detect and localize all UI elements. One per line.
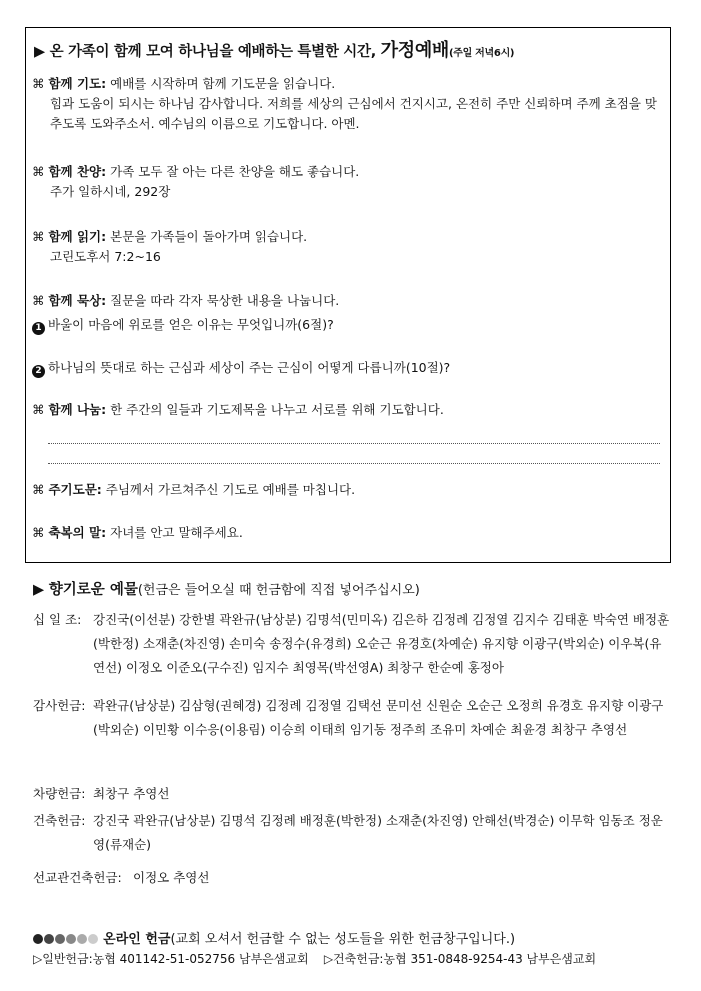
dotted-line [48,443,660,444]
thanks-row: 감사헌금: 곽완규(남상분) 김삼형(권혜경) 김정례 김정열 김택선 문미선 신원순 오순근 오정희 유경호 유지향 이광구(박외순) 이민황 이수응(이용림) 이승희 이태희 임기동 정주희 조유미 차예순 최윤경 최창구 추영선 [33,694,673,742]
dot-icon [55,934,65,944]
building-names: 강진국 곽완규(남상분) 김명석 김정례 배정훈(박한정) 소재춘(차진영) 안해선(박경순) 이무학 임동조 정운영(류재순) [93,813,663,852]
command-icon: ⌘ [32,229,45,244]
worship-header [34,36,514,62]
command-icon: ⌘ [32,482,45,497]
section-praise: ⌘ 함께 찬양: 가족 모두 잘 아는 다른 찬양을 해도 좋습니다. 주가 일하시네, 292장 [32,162,662,202]
command-icon: ⌘ [32,164,45,179]
prayer-text: 힘과 도움이 되시는 하나님 감사합니다. 저희를 세상의 근심에서 건지시고, 온전히 주만 신뢰하며 주께 초점을 맞추도록 도와주소서. 예수님의 이름으로 기도합니다. 아멘. [50,96,657,131]
command-icon: ⌘ [32,525,45,540]
family-worship-box [25,27,671,563]
section-blessing: ⌘ 축복의 말: 자녀를 안고 말해주세요. [32,525,243,540]
question-2: 2 하나님의 뜻대로 하는 근심과 세상이 주는 근심이 어떻게 다릅니까(10절)? [32,358,450,378]
section-sharing: ⌘ 함께 나눔: 한 주간의 일들과 기도제목을 나누고 서로를 위해 기도합니다. [32,402,444,417]
dot-icon [88,934,98,944]
triangle-icon: ▶ [33,582,45,598]
question-1: 1 바울이 마음에 위로를 얻은 이유는 무엇입니까(6절)? [32,315,334,335]
section-lords-prayer: ⌘ 주기도문: 주님께서 가르쳐주신 기도로 예배를 마칩니다. [32,482,356,497]
account-building: ▷건축헌금:농협 351-0848-9254-43 남부은샘교회 [323,952,597,966]
section-reading: ⌘ 함께 읽기: 본문을 가족들이 돌아가며 읽습니다. 고린도후서 7:2~16 [32,227,662,267]
tithe-names: 강진국(이선분) 강한별 곽완규(남상분) 김명석(민미옥) 김은하 김정례 김정열 김지수 김태훈 박숙연 배정훈(박한정) 소재춘(차진영) 손미숙 송정수(유경희) 오순근 유경호(차예순) 유지향 이광구(박외순) 이우복(유연선) 이정오 이준오(구수진) 임지수 최영목(박선영A) 최창구 한순예 홍정아 [93,612,670,675]
command-icon: ⌘ [32,76,45,91]
command-icon: ⌘ [32,293,45,308]
online-offering-title: 온라인 헌금(교회 오셔서 헌금할 수 없는 성도들을 위한 헌금창구입니다.) [33,928,515,947]
worship-header-big: 가정예배 [380,40,450,61]
dot-icon [33,934,43,944]
dot-icon [77,934,87,944]
worship-header-main: 온 가족이 함께 모여 하나님을 예배하는 특별한 시간, [49,44,376,60]
offering-title: ▶ 향기로운 예물(헌금은 들어오실 때 헌금함에 직접 넣어주십시오) [33,582,420,598]
triangle-icon: ▶ [34,44,45,60]
dot-icon [44,934,54,944]
worship-header-time: (주일 저녁6시) [449,48,515,59]
number-circle-icon: 1 [32,322,45,335]
thanks-names: 곽완규(남상분) 김삼형(권혜경) 김정례 김정열 김택선 문미선 신원순 오순근 오정희 유경호 유지향 이광구(박외순) 이민황 이수응(이용림) 이승희 이태희 임기동 정주희 조유미 차예순 최윤경 최창구 추영선 [93,698,664,737]
accounts [33,950,596,967]
dots-icon [33,932,99,947]
section-prayer: ⌘ 함께 기도: 예배를 시작하며 함께 기도문을 읽습니다. 힘과 도움이 되시는 하나님 감사합니다. 저희를 세상의 근심에서 건지시고, 온전히 주만 신뢰하며 주께 초점을 맞추도록 도와주소서. 예수님의 이름으로 기도합니다. 아멘. [32,74,662,134]
vehicle-row: 차량헌금: 최창구 추영선 [33,782,673,806]
number-circle-icon: 2 [32,365,45,378]
section-meditation: ⌘ 함께 묵상: 질문을 따라 각자 묵상한 내용을 나눕니다. [32,293,340,308]
tithe-row: 십 일 조: 강진국(이선분) 강한별 곽완규(남상분) 김명석(민미옥) 김은하 김정례 김정열 김지수 김태훈 박숙연 배정훈(박한정) 소재춘(차진영) 손미숙 송정수(유경희) 오순근 유경호(차예순) 유지향 이광구(박외순) 이우복(유연선) 이정오 이준오(구수진) 임지수 최영목(박선영A) 최창구 한순예 홍정아 [33,608,673,680]
mission-names: 이정오 추영선 [133,870,210,885]
account-general: ▷일반헌금:농협 401142-51-052756 남부은샘교회 [33,952,309,966]
command-icon: ⌘ [32,402,45,417]
scripture: 고린도후서 7:2~16 [50,249,161,264]
mission-row: 선교관건축헌금: 이정오 추영선 [33,866,673,890]
vehicle-names: 최창구 추영선 [93,786,170,801]
dot-icon [66,934,76,944]
dotted-line [48,463,660,464]
hymn: 주가 일하시네, 292장 [50,184,171,199]
building-row: 건축헌금: 강진국 곽완규(남상분) 김명석 김정례 배정훈(박한정) 소재춘(차진영) 안해선(박경순) 이무학 임동조 정운영(류재순) [33,809,673,857]
